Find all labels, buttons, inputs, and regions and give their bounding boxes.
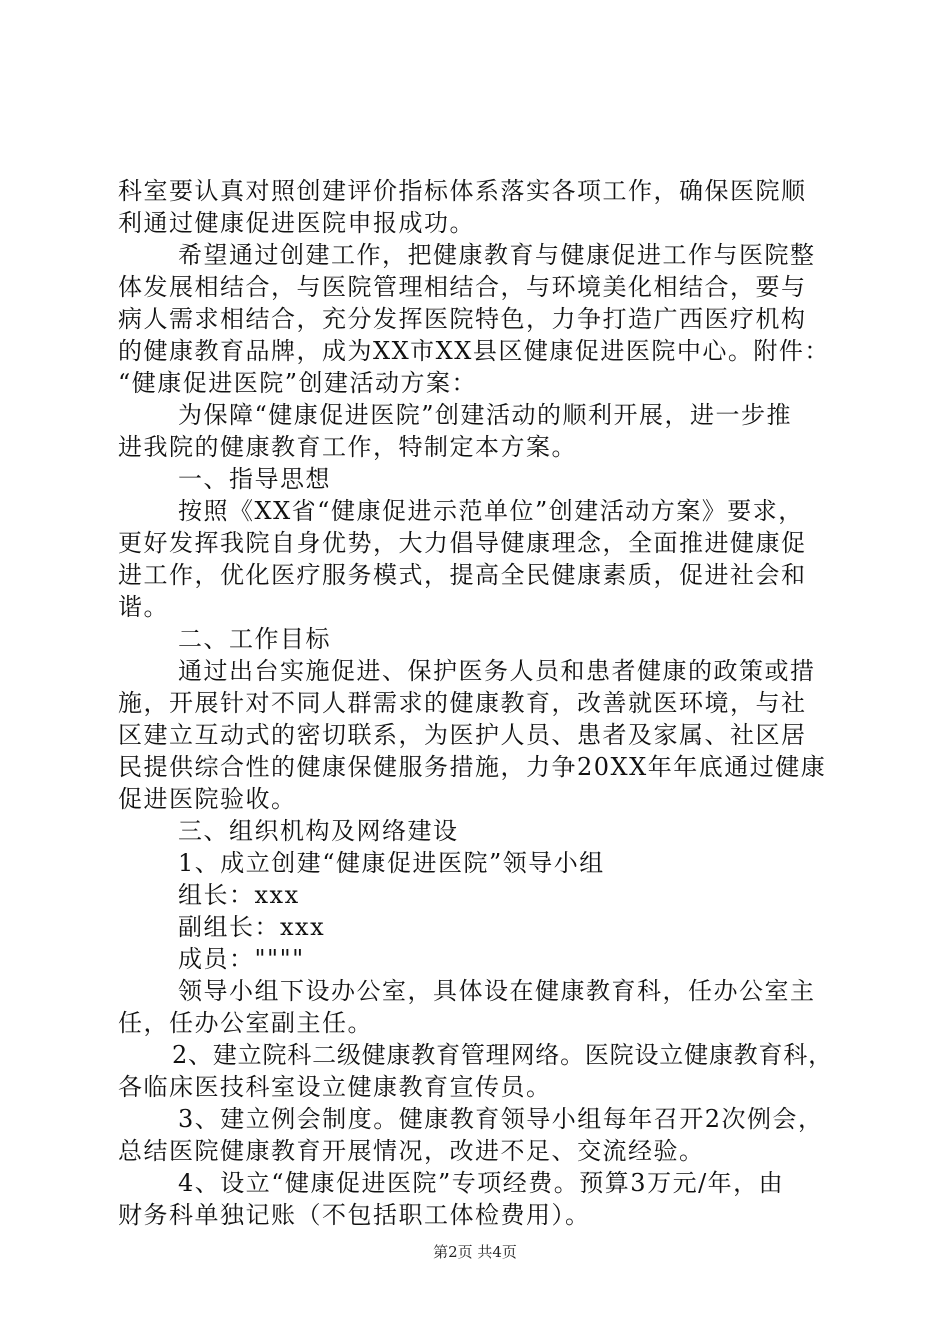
text-line: 3、建立例会制度。健康教育领导小组每年召开2次例会， [178, 1105, 824, 1133]
section-heading: 三、组织机构及网络建设 [178, 817, 459, 845]
text-line: 为保障“健康促进医院”创建活动的顺利开展，进一步推 [178, 401, 793, 429]
text-line: 总结医院健康教育开展情况，改进不足、交流经验。 [118, 1137, 705, 1165]
text-line: 财务科单独记账（不包括职工体检费用）。 [118, 1201, 591, 1229]
text-line: 通过出台实施促进、保护医务人员和患者健康的政策或措 [178, 657, 816, 685]
text-line: 成员："""" [178, 945, 305, 973]
text-line: 谐。 [118, 593, 169, 621]
text-line: 区建立互动式的密切联系，为医护人员、患者及家属、社区居 [118, 721, 807, 749]
text-line: 4、设立“健康促进医院”专项经费。预算3万元/年，由 [178, 1169, 785, 1197]
text-line: 2、建立院科二级健康教育管理网络。医院设立健康教育科， [172, 1041, 833, 1069]
text-line: 科室要认真对照创建评价指标体系落实各项工作，确保医院顺 [118, 177, 807, 205]
text-line: 任，任办公室副主任。 [118, 1009, 373, 1037]
text-line: 希望通过创建工作，把健康教育与健康促进工作与医院整 [178, 241, 816, 269]
text-line: “健康促进医院”创建活动方案： [118, 369, 478, 397]
section-heading: 二、工作目标 [178, 625, 331, 653]
text-line: 组长：xxx [178, 881, 300, 909]
text-line: 促进医院验收。 [118, 785, 297, 813]
page-number-footer: 第2页 共4页 [433, 1243, 517, 1261]
section-heading: 一、指导思想 [178, 465, 331, 493]
text-line: 利通过健康促进医院申报成功。 [118, 209, 475, 237]
text-line: 进我院的健康教育工作，特制定本方案。 [118, 433, 577, 461]
text-line: 按照《XX省“健康促进示范单位”创建活动方案》要求， [178, 497, 804, 525]
text-line: 民提供综合性的健康保健服务措施，力争20XX年年底通过健康 [118, 753, 827, 781]
text-line: 施，开展针对不同人群需求的健康教育，改善就医环境，与社 [118, 689, 807, 717]
text-line: 体发展相结合，与医院管理相结合，与环境美化相结合，要与 [118, 273, 807, 301]
text-line: 更好发挥我院自身优势，大力倡导健康理念，全面推进健康促 [118, 529, 807, 557]
text-line: 进工作，优化医疗服务模式，提高全民健康素质，促进社会和 [118, 561, 807, 589]
text-line: 各临床医技科室设立健康教育宣传员。 [118, 1073, 552, 1101]
text-line: 病人需求相结合，充分发挥医院特色，力争打造广西医疗机构 [118, 305, 807, 333]
text-line: 副组长：xxx [178, 913, 326, 941]
text-line: 领导小组下设办公室，具体设在健康教育科，任办公室主 [178, 977, 816, 1005]
text-line: 1、成立创建“健康促进医院”领导小组 [178, 849, 605, 877]
text-line: 的健康教育品牌，成为XX市XX县区健康促进医院中心。附件： [118, 337, 830, 365]
